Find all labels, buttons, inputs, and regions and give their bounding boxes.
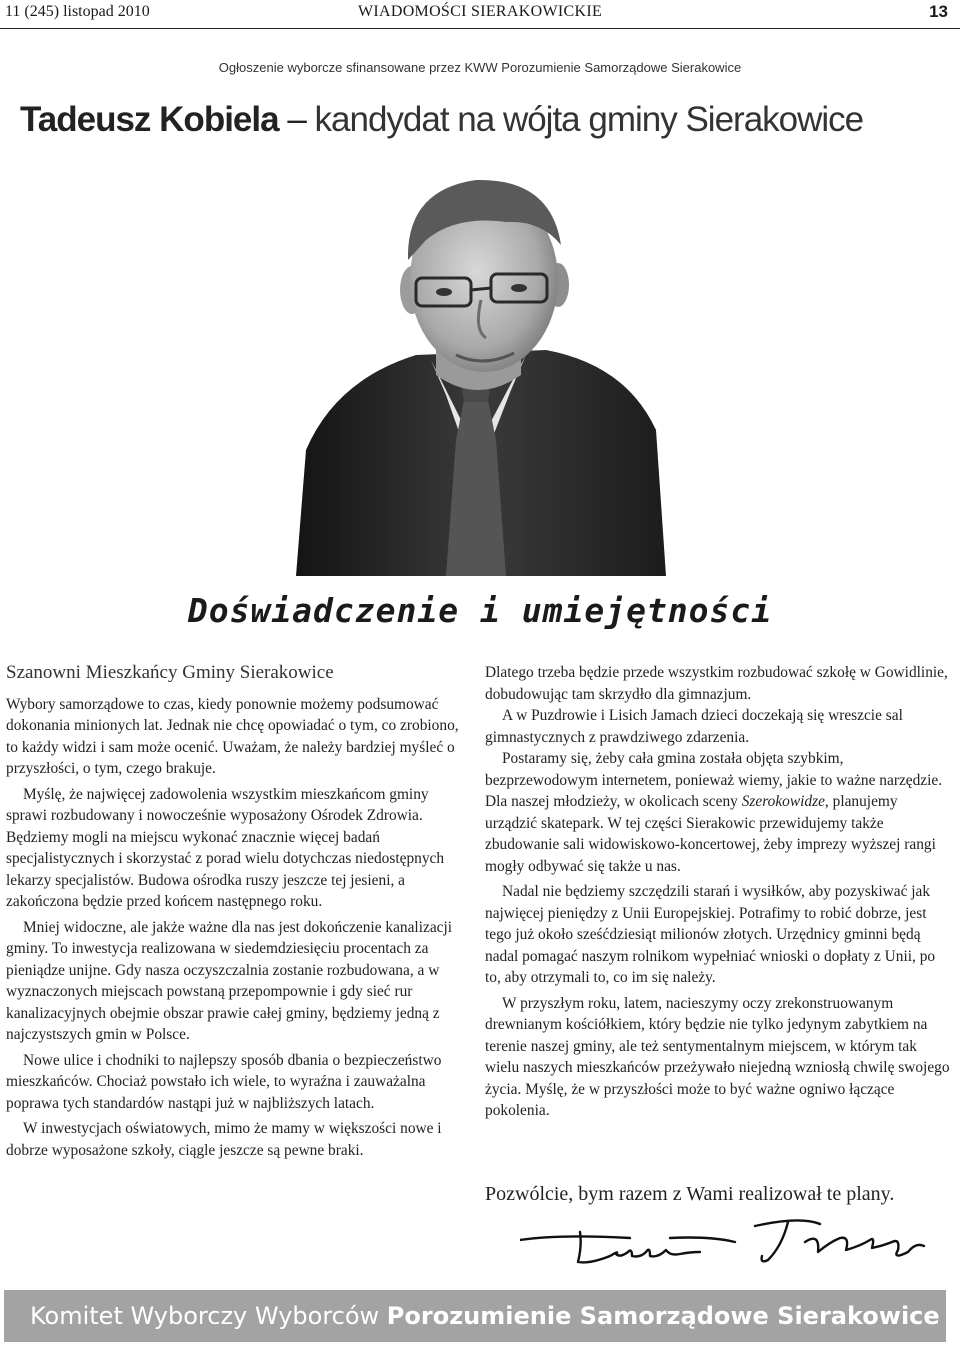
handwritten-signature (520, 1212, 930, 1268)
closing-sentence: Pozwólcie, bym razem z Wami realizował te plany. (485, 1183, 895, 1205)
place-name: Szerokowidze (741, 793, 825, 810)
page-header (0, 0, 960, 28)
page-number: 13 (929, 2, 948, 21)
footer-committee-name: Porozumienie Samorządowe Sierakowice (386, 1302, 940, 1330)
paragraph-text: , planujemy urządzić skatepark. W tej części Sierakowic przewidujemy także zbudowanie sali widowiskowo-koncertowej, żeby imprezy wyższej rangi mogły odbywać się także u nas. (485, 793, 936, 875)
election-disclaimer: Ogłoszenie wyborcze sfinansowane przez KWW Porozumienie Samorządowe Sierakowice (218, 60, 742, 75)
footer-prefix: Komitet Wyborczy Wyborców (30, 1302, 387, 1330)
paragraph: Nowe ulice i chodniki to najlepszy sposób dbania o bezpieczeństwo mieszkańców. Chociaż powstało ich wiele, to wyraźna i zauważalna poprawa tych standardów nastąpi już w najbliższych latach. (6, 1051, 442, 1112)
paragraph: Wybory samorządowe to czas, kiedy ponownie możemy podsumować dokonania minionych lat. Jednak nie chcę opowiadać o tym, co zrobiono, to każdy widzi i sam może ocenić. Uważam, że należy bardziej myśleć o przyszłości, o tym, czego brakuje. (6, 695, 459, 777)
paragraph-text: Postaramy się, żeby cała gmina została objęta szybkim, bezprzewodowym internetem, ponieważ wiemy, jakie to ważne narzędzie. Dla naszej młodzieży, w okolicach sceny (485, 750, 943, 810)
right-column (485, 662, 950, 1122)
candidate-name: Tadeusz Kobiela (20, 100, 279, 139)
footer-banner (4, 1290, 946, 1342)
paragraph: W przyszłym roku, latem, nacieszymy oczy zrekonstruowanym drewnianym kościółkiem, który będzie nie tylko jedynym zabytkiem na terenie naszej gminy, ale też sentymentalnym miejscem, w którym tak wielu naszych mieszkańców przeżywało niejedną wzniosłą chwilę swojego życia. Myślę, że w przyszłości może to być ważne ogniwo łączące pokolenia. (485, 994, 950, 1119)
newspaper-title: WIADOMOŚCI SIERAKOWICKIE (357, 3, 603, 20)
paragraph: Nadal nie będziemy szczędzili starań i wysiłków, aby pozyskiwać jak najwięcej pieniędzy z Unii Europejskiej. Potrafimy to robić dobrze, jest tego już około sześćdziesiąt milionów złotych. Urzędnicy gminni będą nadal pomagać naszym rolnikom wypełniać wnioski o dopłaty z Unii, po to, aby otrzymali to, co im się należy. (485, 883, 936, 986)
issue-info: 11 (245) listopad 2010 (5, 3, 150, 20)
footer-text (30, 1302, 940, 1330)
paragraph: Dlatego trzeba będzie przede wszystkim rozbudować szkołę w Gowidlinie, dobudowując tam skrzydło dla gimnazjum. (485, 664, 948, 703)
paragraph: W inwestycjach oświatowych, mimo że mamy w większości nowe i dobrze wyposażone szkoły, ciągle jeszcze są pewne braki. (6, 1120, 442, 1159)
paragraph: A w Puzdrowie i Lisich Jamach dzieci doczekają się wreszcie sal gimnastycznych z prawdziwego zdarzenia. (485, 707, 903, 746)
paragraph (485, 748, 950, 877)
header-divider (0, 28, 960, 29)
headline-subtitle: kandydat na wójta gminy Sierakowice (314, 100, 864, 139)
paragraph: Mniej widoczne, ale jakże ważne dla nas jest dokończenie kanalizacji gminy. To inwestycja realizowana w siedemdziesięciu procentach za pieniądze unijne. Gdy nasza oczyszczalnia zostanie rozbudowana, a w wyznaczonych miejscach powstaną przepompownie i gdy sieć rur kanalizacyjnych obejmie obszar prawie całej gminy, będziemy jedną z najczystszych gmin w Polsce. (6, 918, 453, 1043)
paragraph: Myślę, że najwięcej zadowolenia wszystkim mieszkańcom gminy sprawi rozbudowany i nowocześnie wyposażony Ośrodek Zdrowia. Będziemy mogli na miejscu wykonać znacznie więcej badań specjalistycznych i skorzystać z porad wielu dotychczas niedostępnych lekarzy specjalistów. Budowa ośrodka ruszy jeszcze tej jesieni, a zakończona będzie przed końcem następnego roku. (6, 785, 445, 910)
page-headline (20, 100, 863, 140)
candidate-portrait (296, 150, 666, 576)
headline-dash: – (287, 100, 306, 139)
motto-heading: Doświadczenie i umiejętności (187, 591, 773, 630)
greeting: Szanowni Mieszkańcy Gminy Sierakowice (6, 662, 334, 683)
left-column (6, 662, 468, 1161)
